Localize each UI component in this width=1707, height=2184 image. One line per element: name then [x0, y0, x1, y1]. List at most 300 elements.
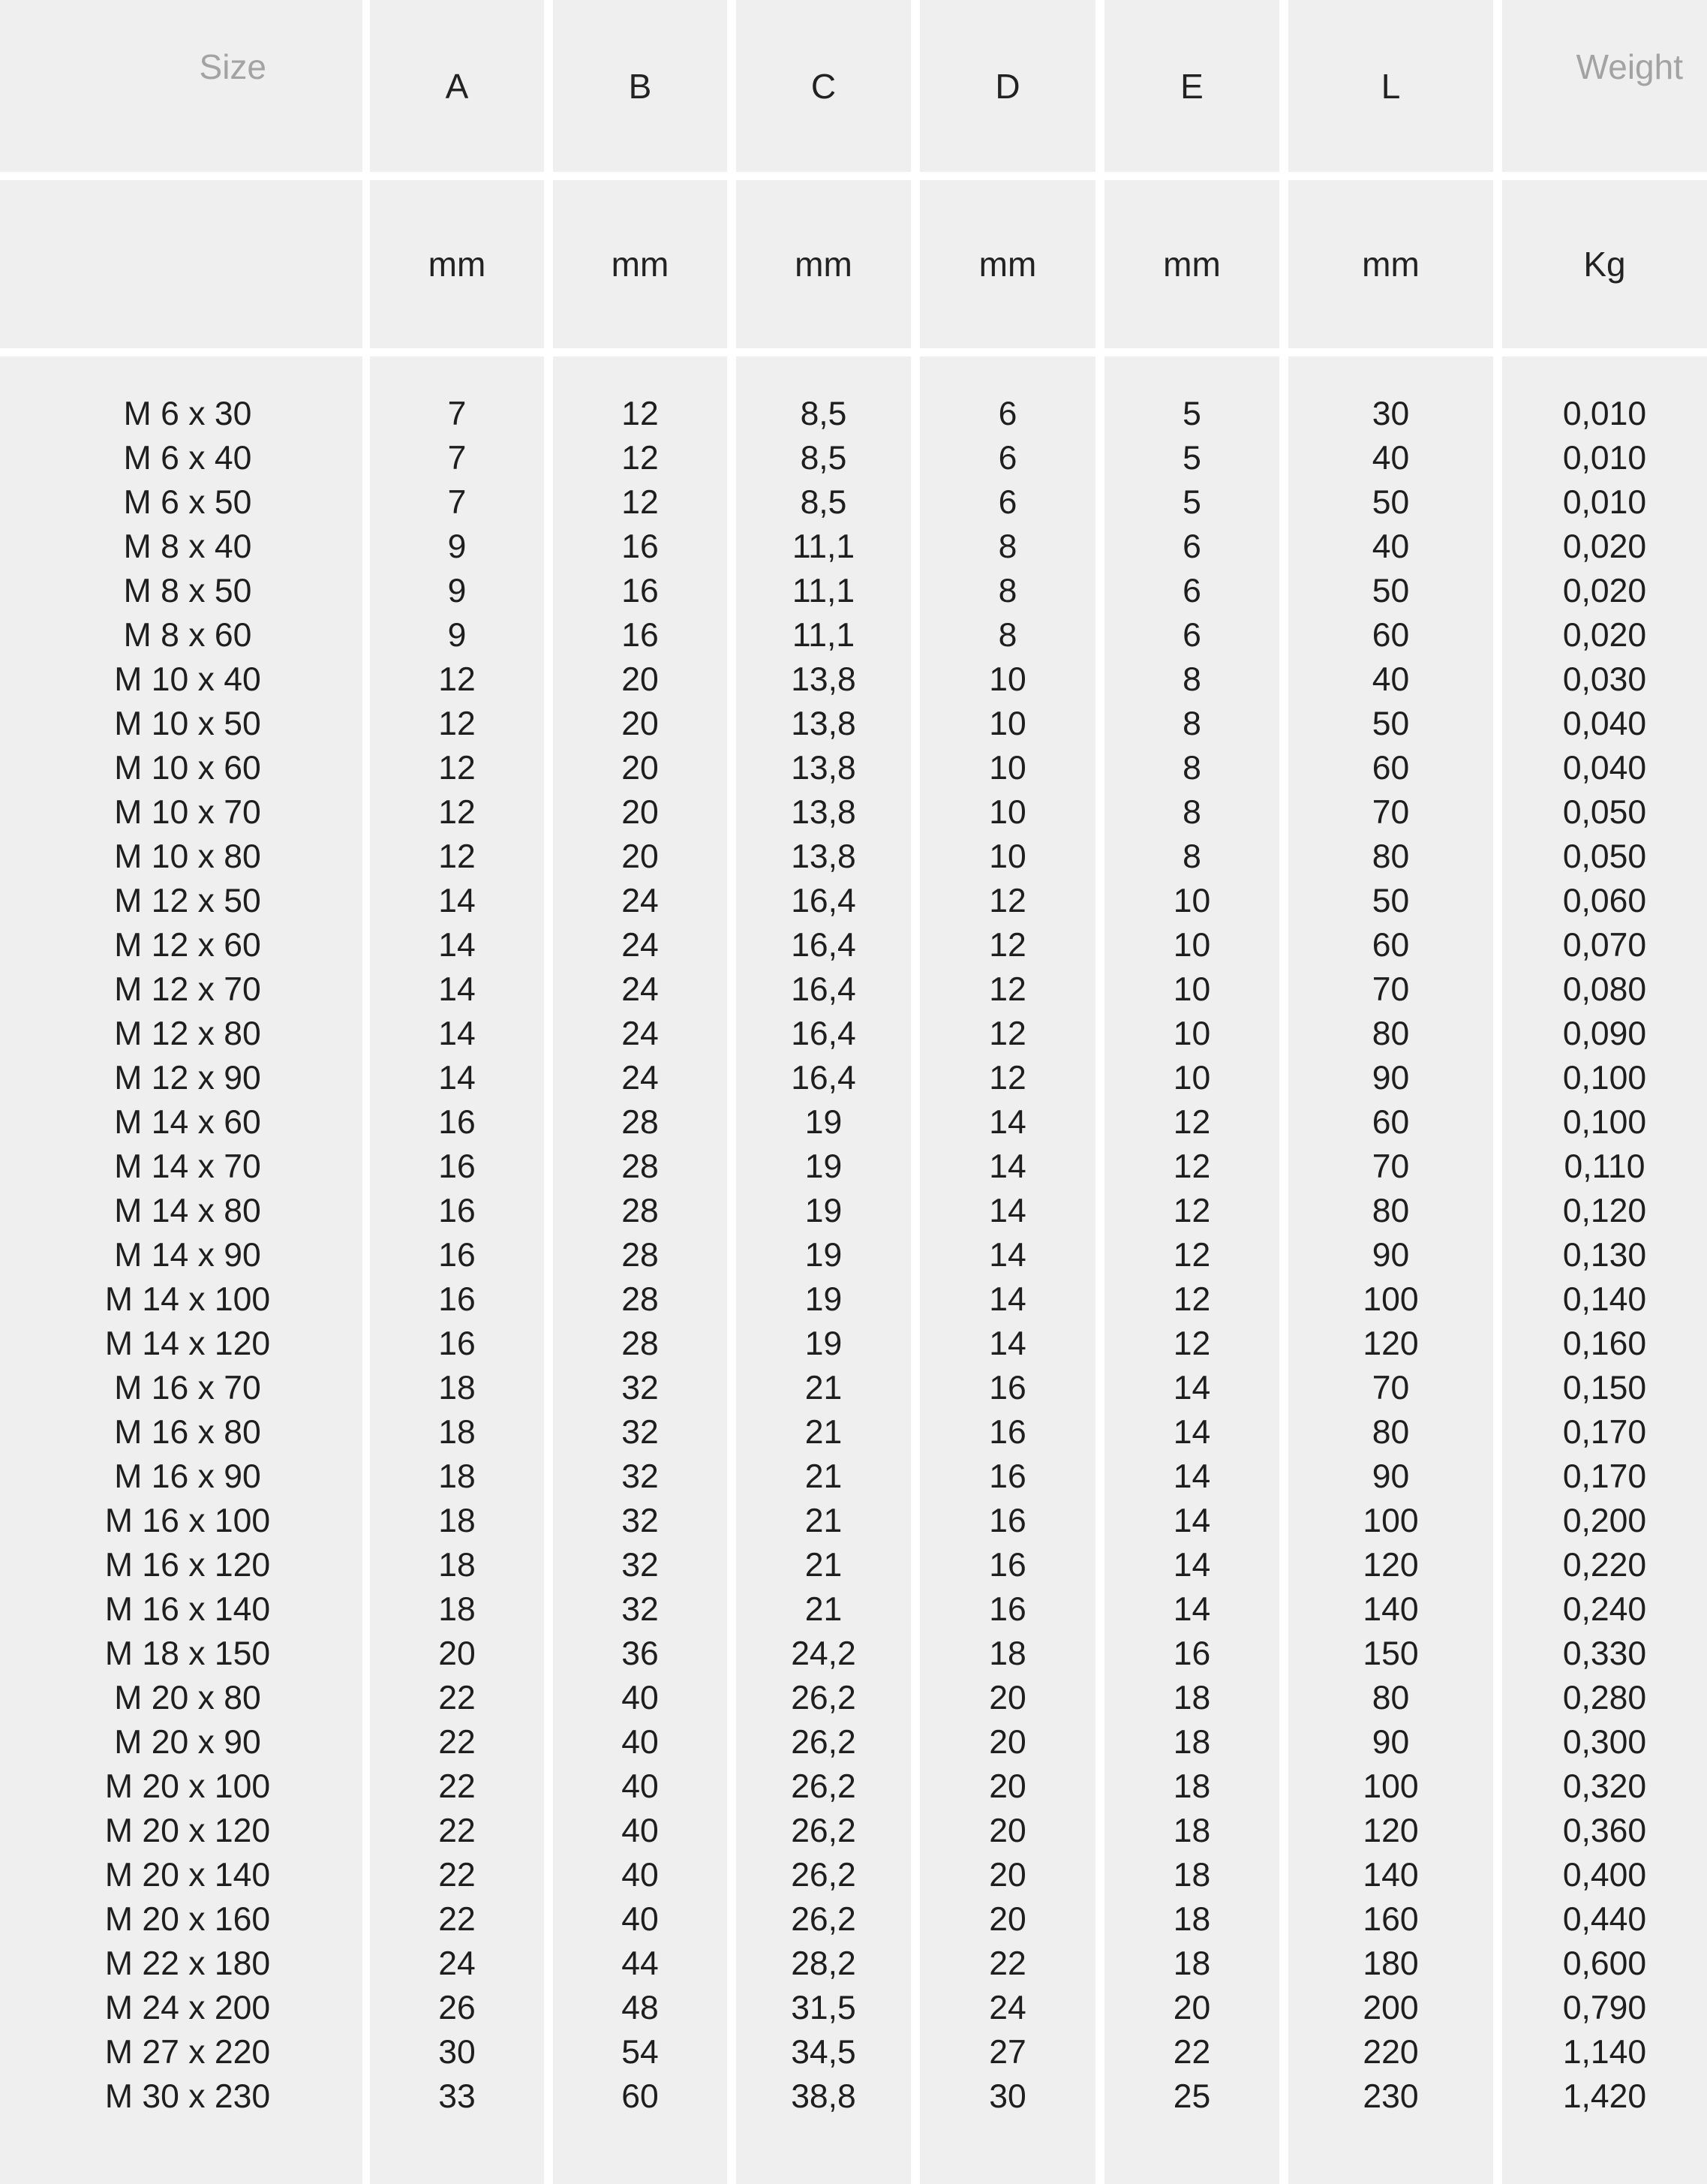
table-cell-a: 18 [438, 1547, 476, 1584]
table-cell-a: 24 [438, 1945, 476, 1982]
table-cell-l: 60 [1372, 1104, 1410, 1141]
table-cell-e: 12 [1173, 1193, 1211, 1229]
table-cell-c: 19 [804, 1104, 843, 1141]
table-cell-e: 18 [1173, 1945, 1211, 1982]
column-unit-size [0, 180, 362, 348]
table-cell-c: 16,4 [791, 927, 856, 964]
table-cell-size: M 24 x 200 [104, 1990, 271, 2026]
table-cell-weight: 0,080 [1562, 971, 1647, 1008]
table-cell-e: 14 [1173, 1503, 1211, 1539]
table-cell-e: 6 [1183, 617, 1201, 654]
table-cell-size: M 14 x 120 [104, 1325, 271, 1362]
table-cell-e: 8 [1183, 838, 1201, 875]
table-cell-l: 60 [1372, 617, 1410, 654]
table-cell-d: 20 [989, 1680, 1026, 1716]
table-cell-c: 8,5 [800, 440, 847, 477]
table-cell-e: 12 [1173, 1281, 1211, 1318]
table-cell-weight: 0,090 [1562, 1015, 1647, 1052]
table-cell-e: 10 [1173, 927, 1211, 964]
table-cell-weight: 0,020 [1562, 528, 1647, 565]
table-cell-weight: 0,220 [1562, 1547, 1647, 1584]
table-cell-a: 14 [438, 1015, 476, 1052]
table-cell-d: 8 [998, 528, 1017, 565]
table-cell-c: 13,8 [791, 794, 856, 831]
table-cell-b: 24 [621, 883, 659, 919]
table-cell-a: 7 [447, 440, 467, 477]
column-header-b: B [553, 0, 727, 172]
table-cell-c: 13,8 [791, 705, 856, 742]
table-cell-e: 20 [1173, 1990, 1211, 2026]
table-cell-e: 14 [1173, 1414, 1211, 1451]
table-cell-weight: 1,420 [1562, 2078, 1647, 2115]
table-cell-weight: 0,110 [1564, 1148, 1645, 1185]
table-cell-a: 26 [438, 1990, 476, 2026]
table-cell-a: 22 [438, 1768, 476, 1805]
table-cell-l: 90 [1372, 1060, 1410, 1097]
table-cell-e: 14 [1173, 1370, 1211, 1406]
column-body-weight [1502, 356, 1707, 2184]
table-cell-l: 140 [1363, 1591, 1419, 1628]
table-cell-c: 8,5 [800, 396, 847, 432]
table-cell-e: 16 [1173, 1635, 1211, 1672]
table-cell-l: 70 [1372, 794, 1410, 831]
table-cell-b: 40 [621, 1724, 659, 1761]
table-cell-d: 6 [998, 484, 1017, 521]
table-cell-l: 90 [1372, 1458, 1410, 1495]
table-cell-e: 6 [1183, 573, 1201, 609]
table-cell-a: 20 [438, 1635, 476, 1672]
table-cell-a: 22 [438, 1812, 476, 1849]
table-cell-l: 70 [1372, 1148, 1410, 1185]
column-body-e [1104, 356, 1279, 2184]
table-cell-c: 16,4 [791, 1015, 856, 1052]
table-cell-l: 40 [1372, 528, 1410, 565]
table-cell-a: 22 [438, 1724, 476, 1761]
table-cell-e: 8 [1183, 705, 1201, 742]
table-cell-size: M 8 x 50 [123, 573, 252, 609]
table-cell-c: 21 [804, 1414, 843, 1451]
table-cell-l: 50 [1372, 705, 1410, 742]
table-cell-c: 13,8 [791, 838, 856, 875]
table-cell-d: 14 [989, 1325, 1026, 1362]
table-cell-d: 20 [989, 1812, 1026, 1849]
table-cell-size: M 14 x 100 [104, 1281, 271, 1318]
table-cell-a: 14 [438, 1060, 476, 1097]
table-cell-a: 7 [447, 484, 467, 521]
table-cell-l: 100 [1363, 1503, 1419, 1539]
table-cell-weight: 0,170 [1562, 1414, 1647, 1451]
table-cell-a: 14 [438, 883, 476, 919]
table-cell-l: 60 [1372, 750, 1410, 787]
table-cell-weight: 0,790 [1562, 1990, 1647, 2026]
table-cell-b: 28 [621, 1325, 659, 1362]
table-cell-e: 5 [1183, 484, 1201, 521]
table-cell-e: 10 [1173, 1060, 1211, 1097]
table-cell-b: 54 [621, 2034, 659, 2071]
table-cell-size: M 6 x 50 [123, 484, 252, 521]
table-cell-e: 10 [1173, 883, 1211, 919]
table-cell-weight: 0,100 [1562, 1104, 1647, 1141]
table-cell-l: 200 [1363, 1990, 1419, 2026]
table-cell-b: 40 [621, 1812, 659, 1849]
table-cell-l: 70 [1372, 1370, 1410, 1406]
table-cell-a: 22 [438, 1680, 476, 1716]
table-cell-weight: 0,600 [1562, 1945, 1647, 1982]
table-cell-e: 8 [1183, 750, 1201, 787]
table-cell-d: 16 [989, 1370, 1026, 1406]
table-cell-c: 26,2 [791, 1857, 856, 1894]
table-cell-size: M 14 x 80 [114, 1193, 261, 1229]
table-cell-b: 48 [621, 1990, 659, 2026]
column-body-size [0, 356, 362, 2184]
table-cell-c: 24,2 [791, 1635, 856, 1672]
table-cell-b: 60 [621, 2078, 659, 2115]
table-cell-a: 9 [447, 573, 467, 609]
table-cell-d: 12 [989, 927, 1026, 964]
table-cell-c: 21 [804, 1591, 843, 1628]
table-cell-b: 28 [621, 1237, 659, 1274]
table-cell-c: 21 [804, 1458, 843, 1495]
table-cell-a: 22 [438, 1857, 476, 1894]
table-cell-size: M 16 x 120 [104, 1547, 271, 1584]
table-cell-a: 14 [438, 927, 476, 964]
table-cell-l: 80 [1372, 1414, 1410, 1451]
table-cell-b: 24 [621, 1060, 659, 1097]
table-cell-size: M 14 x 70 [114, 1148, 261, 1185]
table-cell-b: 32 [621, 1458, 659, 1495]
table-cell-weight: 0,400 [1562, 1857, 1647, 1894]
table-cell-a: 16 [438, 1148, 476, 1185]
table-cell-e: 18 [1173, 1768, 1211, 1805]
table-cell-l: 50 [1372, 573, 1410, 609]
table-cell-c: 26,2 [791, 1680, 856, 1716]
table-cell-weight: 0,070 [1562, 927, 1647, 964]
table-cell-weight: 0,050 [1562, 794, 1647, 831]
column-header-c: C [736, 0, 911, 172]
table-cell-size: M 16 x 90 [114, 1458, 261, 1495]
column-body-b [553, 356, 727, 2184]
column-header-weight: Weight [1502, 0, 1707, 172]
table-cell-d: 16 [989, 1414, 1026, 1451]
table-cell-d: 16 [989, 1547, 1026, 1584]
table-cell-b: 32 [621, 1370, 659, 1406]
table-cell-l: 140 [1363, 1857, 1419, 1894]
table-cell-a: 9 [447, 617, 467, 654]
table-cell-size: M 16 x 140 [104, 1591, 271, 1628]
table-cell-d: 14 [989, 1193, 1026, 1229]
table-cell-c: 11,1 [792, 528, 855, 565]
table-cell-e: 5 [1183, 440, 1201, 477]
column-body-a [370, 356, 544, 2184]
table-cell-b: 24 [621, 1015, 659, 1052]
table-cell-e: 12 [1173, 1148, 1211, 1185]
table-cell-d: 12 [989, 1015, 1026, 1052]
table-cell-c: 16,4 [791, 883, 856, 919]
column-body-l [1288, 356, 1493, 2184]
table-cell-l: 80 [1372, 1193, 1410, 1229]
table-cell-a: 18 [438, 1591, 476, 1628]
table-cell-b: 28 [621, 1193, 659, 1229]
table-cell-size: M 10 x 40 [114, 661, 261, 698]
table-cell-l: 100 [1363, 1281, 1419, 1318]
table-cell-size: M 8 x 40 [123, 528, 252, 565]
table-cell-d: 14 [989, 1237, 1026, 1274]
table-cell-d: 16 [989, 1591, 1026, 1628]
table-cell-size: M 12 x 70 [114, 971, 261, 1008]
column-unit-a: mm [370, 180, 544, 348]
table-cell-e: 8 [1183, 794, 1201, 831]
table-cell-a: 22 [438, 1901, 476, 1938]
table-cell-weight: 0,020 [1562, 617, 1647, 654]
table-cell-size: M 6 x 40 [123, 440, 252, 477]
table-cell-d: 10 [989, 838, 1026, 875]
table-cell-size: M 27 x 220 [104, 2034, 271, 2071]
table-cell-e: 5 [1183, 396, 1201, 432]
table-cell-l: 90 [1372, 1724, 1410, 1761]
table-cell-e: 25 [1173, 2078, 1211, 2115]
table-cell-l: 50 [1372, 883, 1410, 919]
table-cell-b: 36 [621, 1635, 659, 1672]
table-cell-a: 14 [438, 971, 476, 1008]
table-cell-d: 10 [989, 661, 1026, 698]
table-cell-c: 19 [804, 1193, 843, 1229]
table-cell-c: 19 [804, 1237, 843, 1274]
table-cell-size: M 20 x 120 [104, 1812, 271, 1849]
table-cell-size: M 14 x 90 [114, 1237, 261, 1274]
table-cell-l: 40 [1372, 440, 1410, 477]
table-cell-c: 26,2 [791, 1724, 856, 1761]
column-unit-d: mm [920, 180, 1095, 348]
table-cell-d: 6 [998, 396, 1017, 432]
table-cell-weight: 0,060 [1562, 883, 1647, 919]
table-cell-a: 16 [438, 1325, 476, 1362]
table-cell-l: 60 [1372, 927, 1410, 964]
table-cell-b: 28 [621, 1281, 659, 1318]
column-body-d [920, 356, 1095, 2184]
table-cell-d: 12 [989, 1060, 1026, 1097]
table-cell-weight: 0,010 [1562, 440, 1647, 477]
table-cell-e: 18 [1173, 1724, 1211, 1761]
table-cell-l: 80 [1372, 1015, 1410, 1052]
table-cell-size: M 12 x 50 [114, 883, 261, 919]
table-cell-a: 9 [447, 528, 467, 565]
table-cell-e: 14 [1173, 1591, 1211, 1628]
table-cell-size: M 8 x 60 [123, 617, 252, 654]
table-cell-a: 30 [438, 2034, 476, 2071]
table-cell-d: 14 [989, 1104, 1026, 1141]
table-cell-size: M 12 x 60 [114, 927, 261, 964]
table-cell-a: 12 [438, 705, 476, 742]
table-cell-weight: 0,130 [1562, 1237, 1647, 1274]
table-cell-d: 8 [998, 617, 1017, 654]
table-cell-c: 11,1 [792, 617, 855, 654]
table-cell-e: 18 [1173, 1812, 1211, 1849]
table-cell-size: M 10 x 60 [114, 750, 261, 787]
table-cell-b: 40 [621, 1901, 659, 1938]
table-cell-b: 28 [621, 1148, 659, 1185]
table-cell-size: M 20 x 100 [104, 1768, 271, 1805]
table-cell-e: 8 [1183, 661, 1201, 698]
table-cell-e: 12 [1173, 1325, 1211, 1362]
table-cell-weight: 0,010 [1562, 396, 1647, 432]
table-cell-weight: 0,300 [1562, 1724, 1647, 1761]
table-cell-a: 7 [447, 396, 467, 432]
table-cell-b: 20 [621, 838, 659, 875]
table-cell-weight: 0,040 [1562, 750, 1647, 787]
table-cell-weight: 0,050 [1562, 838, 1647, 875]
table-cell-c: 11,1 [792, 573, 855, 609]
column-body-c [736, 356, 911, 2184]
table-cell-d: 20 [989, 1768, 1026, 1805]
table-cell-d: 10 [989, 705, 1026, 742]
table-cell-b: 44 [621, 1945, 659, 1982]
table-cell-b: 24 [621, 971, 659, 1008]
table-cell-b: 40 [621, 1680, 659, 1716]
table-cell-c: 13,8 [791, 661, 856, 698]
table-cell-d: 22 [989, 1945, 1026, 1982]
table-cell-weight: 0,010 [1562, 484, 1647, 521]
table-cell-size: M 30 x 230 [104, 2078, 271, 2115]
table-cell-d: 16 [989, 1503, 1026, 1539]
table-cell-a: 18 [438, 1370, 476, 1406]
table-cell-d: 20 [989, 1901, 1026, 1938]
table-cell-size: M 10 x 70 [114, 794, 261, 831]
table-cell-d: 8 [998, 573, 1017, 609]
table-cell-d: 14 [989, 1281, 1026, 1318]
table-cell-weight: 0,020 [1562, 573, 1647, 609]
table-cell-d: 20 [989, 1724, 1026, 1761]
table-cell-weight: 0,150 [1562, 1370, 1647, 1406]
table-cell-c: 19 [804, 1325, 843, 1362]
table-cell-c: 8,5 [800, 484, 847, 521]
table-cell-l: 70 [1372, 971, 1410, 1008]
table-cell-c: 19 [804, 1148, 843, 1185]
table-cell-a: 16 [438, 1281, 476, 1318]
table-cell-weight: 0,320 [1562, 1768, 1647, 1805]
table-cell-weight: 0,120 [1562, 1193, 1647, 1229]
table-cell-e: 18 [1173, 1680, 1211, 1716]
table-cell-d: 10 [989, 750, 1026, 787]
column-unit-weight: Kg [1502, 180, 1707, 348]
column-header-a: A [370, 0, 544, 172]
table-cell-b: 32 [621, 1547, 659, 1584]
table-cell-b: 20 [621, 750, 659, 787]
table-cell-e: 14 [1173, 1458, 1211, 1495]
table-cell-e: 12 [1173, 1237, 1211, 1274]
table-cell-a: 18 [438, 1414, 476, 1451]
table-cell-a: 12 [438, 750, 476, 787]
table-cell-weight: 0,360 [1562, 1812, 1647, 1849]
table-cell-size: M 14 x 60 [114, 1104, 261, 1141]
table-cell-weight: 0,440 [1562, 1901, 1647, 1938]
table-cell-size: M 20 x 160 [104, 1901, 271, 1938]
table-cell-l: 80 [1372, 1680, 1410, 1716]
table-cell-e: 14 [1173, 1547, 1211, 1584]
table-cell-b: 40 [621, 1768, 659, 1805]
table-cell-b: 28 [621, 1104, 659, 1141]
table-cell-l: 150 [1363, 1635, 1419, 1672]
column-unit-b: mm [553, 180, 727, 348]
table-cell-l: 120 [1363, 1812, 1419, 1849]
table-cell-e: 10 [1173, 971, 1211, 1008]
table-cell-a: 16 [438, 1193, 476, 1229]
table-cell-c: 13,8 [791, 750, 856, 787]
table-cell-d: 27 [989, 2034, 1026, 2071]
table-cell-weight: 0,200 [1562, 1503, 1647, 1539]
table-cell-e: 6 [1183, 528, 1201, 565]
column-header-l: L [1288, 0, 1493, 172]
table-cell-size: M 10 x 80 [114, 838, 261, 875]
table-cell-b: 12 [621, 396, 659, 432]
table-cell-weight: 0,030 [1562, 661, 1647, 698]
table-cell-l: 220 [1363, 2034, 1419, 2071]
table-cell-a: 12 [438, 838, 476, 875]
table-cell-size: M 6 x 30 [123, 396, 252, 432]
table-cell-c: 21 [804, 1503, 843, 1539]
table-cell-l: 180 [1363, 1945, 1419, 1982]
table-cell-c: 26,2 [791, 1812, 856, 1849]
table-cell-d: 10 [989, 794, 1026, 831]
table-cell-a: 18 [438, 1458, 476, 1495]
table-cell-l: 40 [1372, 661, 1410, 698]
table-cell-e: 12 [1173, 1104, 1211, 1141]
table-cell-d: 18 [989, 1635, 1026, 1672]
table-cell-b: 20 [621, 794, 659, 831]
table-cell-size: M 20 x 140 [104, 1857, 271, 1894]
table-cell-size: M 20 x 90 [114, 1724, 261, 1761]
table-cell-a: 16 [438, 1104, 476, 1141]
table-cell-b: 16 [621, 573, 659, 609]
table-cell-weight: 0,100 [1562, 1060, 1647, 1097]
table-cell-weight: 0,330 [1562, 1635, 1647, 1672]
table-cell-l: 160 [1363, 1901, 1419, 1938]
table-cell-l: 90 [1372, 1237, 1410, 1274]
table-cell-weight: 0,280 [1562, 1680, 1647, 1716]
table-cell-c: 19 [804, 1281, 843, 1318]
table-cell-size: M 16 x 100 [104, 1503, 271, 1539]
column-header-size: Size [0, 0, 362, 172]
table-cell-d: 20 [989, 1857, 1026, 1894]
table-cell-b: 12 [621, 440, 659, 477]
table-cell-c: 16,4 [791, 1060, 856, 1097]
table-cell-size: M 20 x 80 [114, 1680, 261, 1716]
table-cell-l: 120 [1363, 1325, 1419, 1362]
table-cell-l: 30 [1372, 396, 1410, 432]
table-cell-b: 32 [621, 1591, 659, 1628]
table-cell-c: 26,2 [791, 1901, 856, 1938]
table-cell-b: 32 [621, 1503, 659, 1539]
table-cell-b: 12 [621, 484, 659, 521]
table-cell-l: 100 [1363, 1768, 1419, 1805]
column-unit-l: mm [1288, 180, 1493, 348]
table-cell-c: 26,2 [791, 1768, 856, 1805]
table-cell-e: 18 [1173, 1857, 1211, 1894]
table-cell-c: 31,5 [791, 1990, 856, 2026]
table-cell-d: 12 [989, 883, 1026, 919]
table-cell-c: 28,2 [791, 1945, 856, 1982]
table-cell-weight: 0,140 [1562, 1281, 1647, 1318]
table-cell-a: 12 [438, 661, 476, 698]
table-cell-weight: 0,040 [1562, 705, 1647, 742]
table-cell-a: 12 [438, 794, 476, 831]
table-cell-a: 18 [438, 1503, 476, 1539]
column-header-d: D [920, 0, 1095, 172]
table-cell-size: M 10 x 50 [114, 705, 261, 742]
table-cell-b: 32 [621, 1414, 659, 1451]
table-cell-c: 21 [804, 1547, 843, 1584]
table-cell-d: 16 [989, 1458, 1026, 1495]
table-cell-c: 34,5 [791, 2034, 856, 2071]
